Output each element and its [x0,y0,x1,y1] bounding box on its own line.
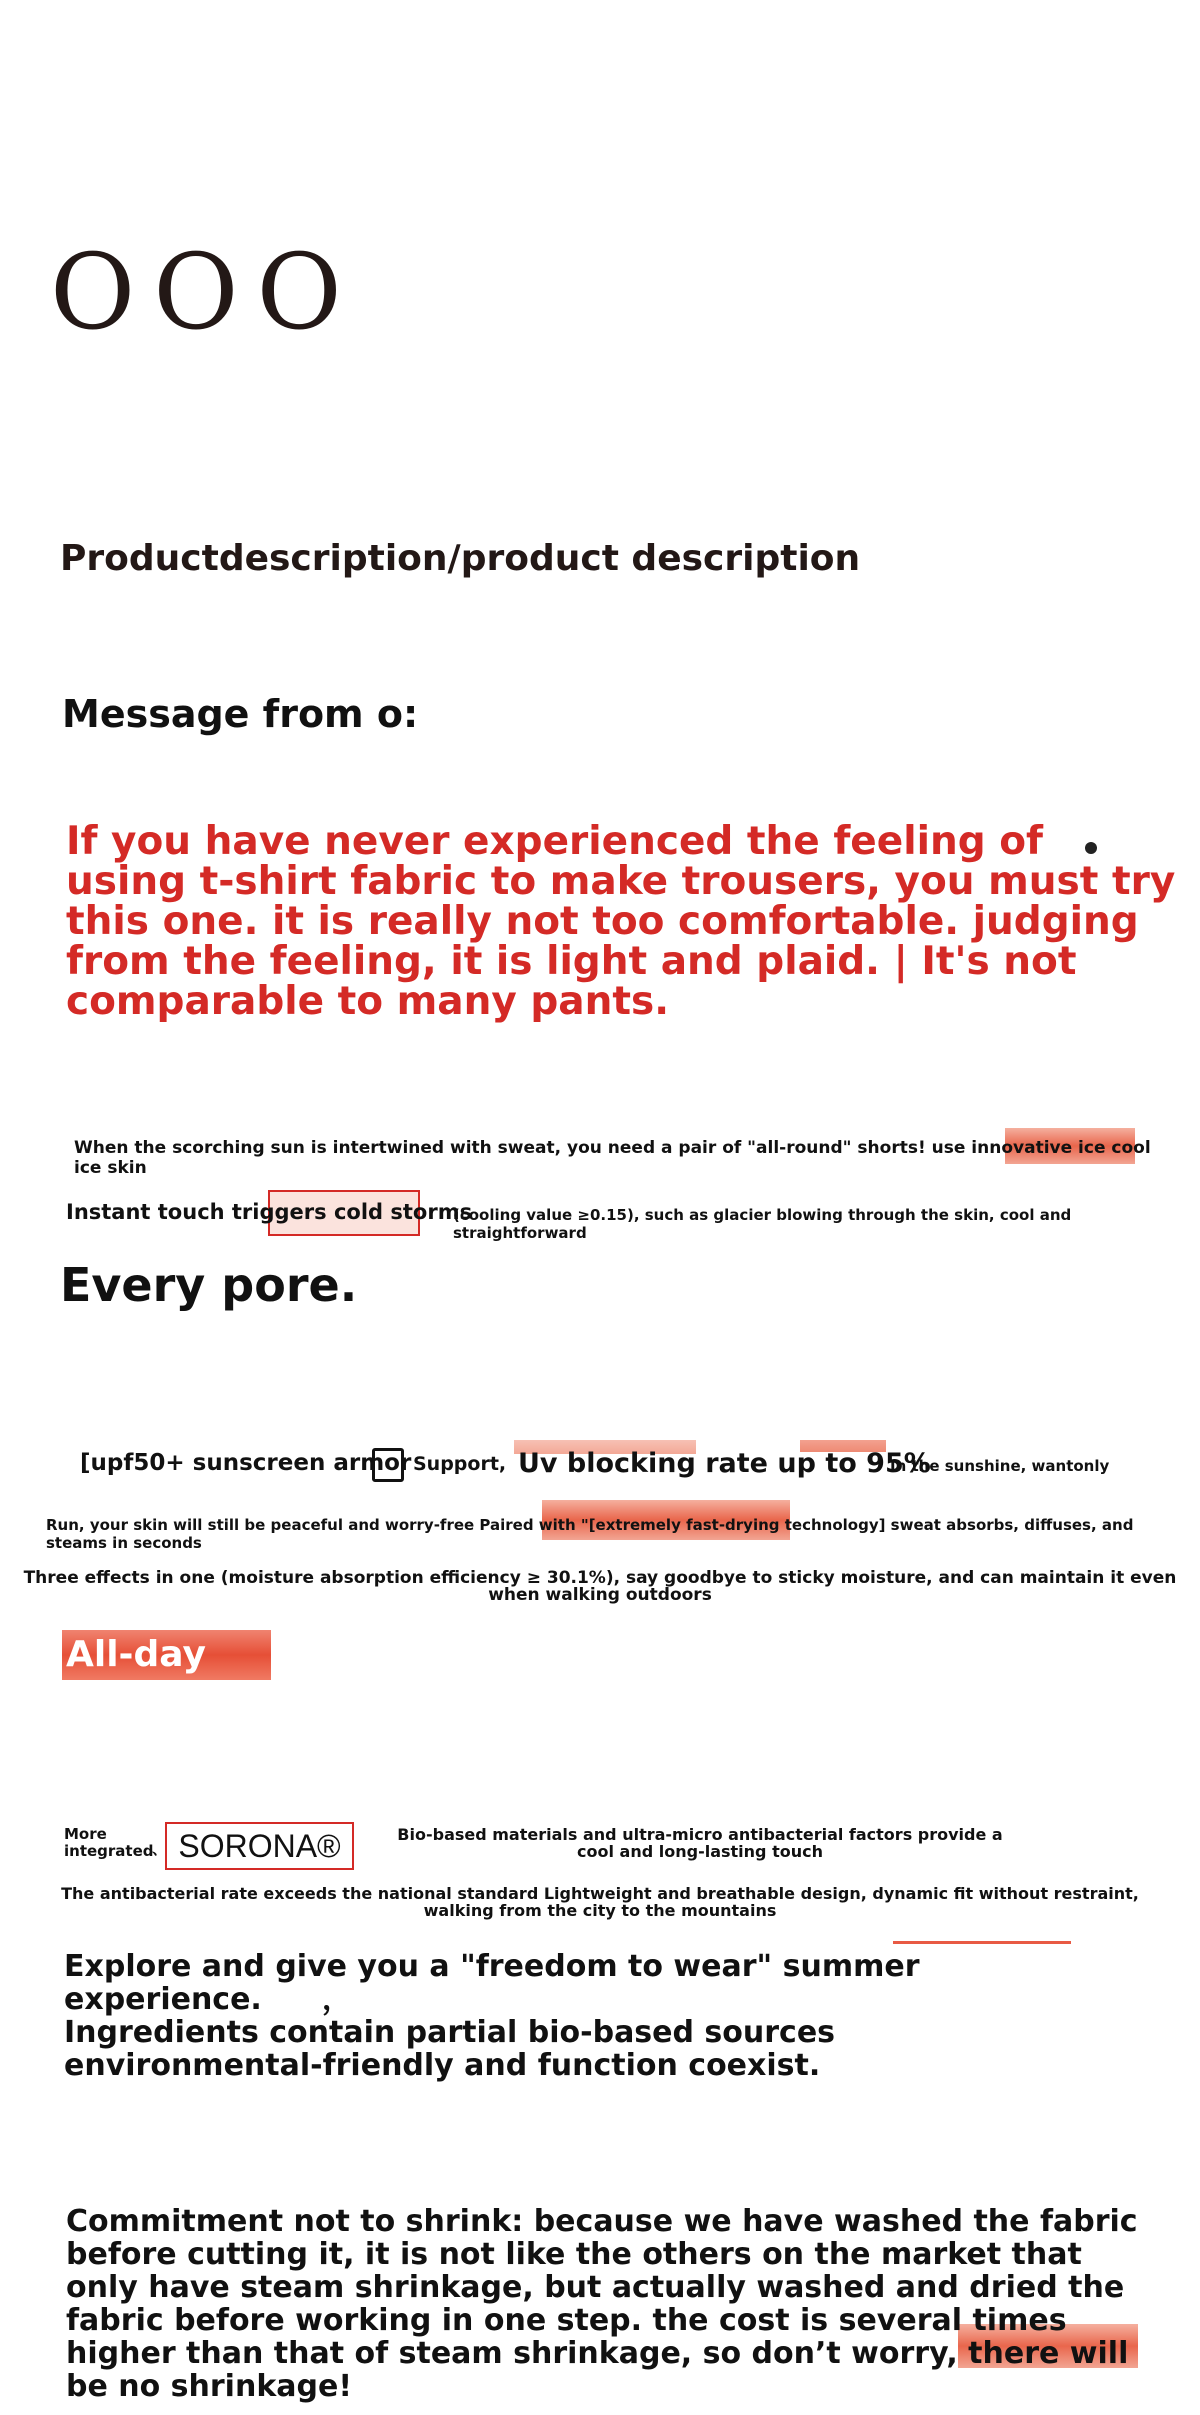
section-title: Productdescription/product description [60,538,861,579]
uv-rate: Uv blocking rate up to 95% [518,1448,931,1479]
all-day-dry-badge: All-day dry [62,1630,271,1680]
message-title: Message from o: [62,692,419,736]
explore-paragraph: Explore and give you a "freedom to wear" summer experience. ， Ingredients contain partial bio-based sources environmental-friendly and function coexist. [64,1949,920,2083]
brand-logo: OOO [50,231,360,353]
bio-based-line: Bio-based materials and ultra-micro antibacterial factors provide a cool and long-lasting touch [397,1825,1003,1861]
para1-line1: When the scorching sun is intertwined with sweat, you need a pair of "all-round" shorts! use innovative ice cool ice skin [74,1138,1151,1178]
more-label: More [64,1825,107,1843]
dot-mark [1085,842,1097,854]
sunshine-label: In the sunshine, wantonly [890,1457,1110,1475]
antibacterial-line: The antibacterial rate exceeds the national standard Lightweight and breathable design, dynamic fit without restraint, walking from the city to the mountains [61,1884,1139,1920]
every-pore-heading: Every pore. [60,1258,358,1312]
integrated-label: integrated [64,1842,154,1860]
sorona-badge: SORONA® [165,1822,354,1870]
comma-mark: 、 [152,1840,168,1858]
commitment-paragraph: Commitment not to shrink: because we have washed the fabric before cutting it, it is not like the others on the market that only have steam shrinkage, but actually washed and dried the fabric before working in one step. the cost is several times higher than that of steam shrinkage, so don’t worry, there will be no shrinkage! [66,2204,1138,2404]
three-effects-line: Three effects in one (moisture absorption efficiency ≥ 30.1%), say goodbye to sticky moisture, and can maintain it even when walking outdoors [23,1568,1177,1605]
run-line: Run, your skin will still be peaceful and worry-free Paired with "[extremely fast-drying technology] sweat absorbs, diffuses, and steams in seconds [46,1516,1134,1552]
bracket-icon [372,1448,404,1482]
red-message: If you have never experienced the feeling of using t-shirt fabric to make trousers, you must try this one. it is really not too comfortable. judging from the feeling, it is light and plaid. | It's not comparable to many pants. [66,819,1176,1024]
accent-line [893,1941,1071,1944]
upf-label: [upf50+ sunscreen armor [80,1450,412,1476]
para1-line2: Instant touch triggers cold storms [66,1200,473,1224]
para1-line2-note: (cooling value ≥0.15), such as glacier blowing through the skin, cool and straightforward [453,1206,1072,1242]
support-label: Support, [413,1453,507,1475]
